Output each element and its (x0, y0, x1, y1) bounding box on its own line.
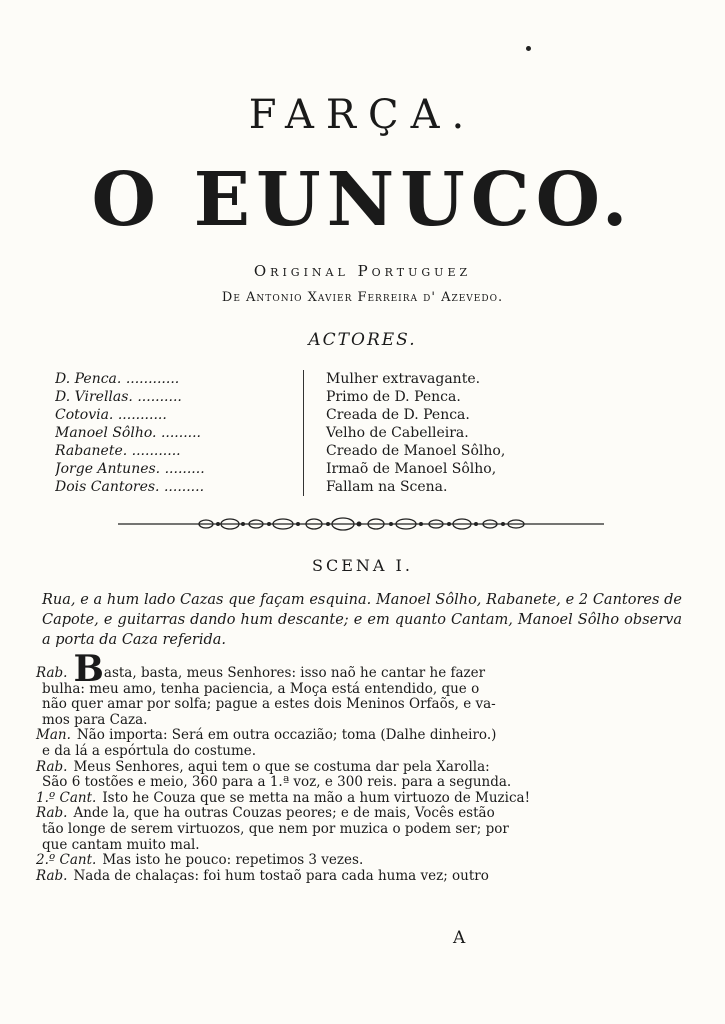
cast-name: Manoel Sôlho. ......... (55, 425, 202, 441)
cast-role: Irmaõ de Manoel Sôlho, (326, 461, 497, 477)
dialogue-line (36, 775, 690, 791)
dialogue-line (36, 806, 690, 822)
scene-heading: SCENA I. (312, 556, 413, 575)
dialogue-text: bulha: meu amo, tenha paciencia, a Moça está entendido, que o (42, 680, 480, 697)
cast-role: Mulher extravagante. (326, 371, 481, 387)
speaker-label: Rab. (36, 867, 68, 884)
cast-row (55, 388, 675, 406)
dialogue-text: não quer amar por solfa; pague a estes dois Meninos Orfaõs, e va- (42, 696, 496, 713)
cast-role: Creado de Manoel Sôlho, (326, 443, 506, 459)
cast-row (55, 424, 675, 442)
cast-list (55, 370, 675, 496)
cast-divider (303, 406, 326, 424)
catchword: A (453, 928, 466, 948)
dialogue-line (36, 869, 690, 885)
cast-row (55, 460, 675, 478)
play-genre-title: FARÇA. (248, 92, 477, 138)
speaker-label: Rab. (36, 805, 68, 822)
subtitle-original: Original Portuguez (253, 262, 472, 280)
dialogue-line (36, 791, 690, 807)
cast-name: Dois Cantores. ......... (55, 479, 205, 495)
ink-spot (526, 46, 531, 51)
decorative-ornament-rule (118, 516, 604, 532)
dialogue-text: tão longe de serem virtuozos, que nem por muzica o podem ser; por (42, 820, 509, 837)
subtitle-author: De Antonio Xavier Ferreira d' Azevedo. (221, 290, 504, 305)
cast-divider (303, 424, 326, 442)
speaker-label: 2.º Cant. (36, 852, 97, 869)
cast-name: D. Penca. ............ (55, 371, 180, 387)
dialogue-line (36, 728, 690, 744)
cast-role: Primo de D. Penca. (326, 389, 461, 405)
speaker-label: 1.º Cant. (36, 789, 97, 806)
play-main-title: O EUNUCO. (91, 157, 634, 243)
dialogue-text: mos para Caza. (42, 711, 148, 728)
cast-row (55, 478, 675, 496)
speaker-label: Rab. (36, 758, 68, 775)
cast-role: Creada de D. Penca. (326, 407, 470, 423)
dialogue-text: Ande la, que ha outras Couzas peores; e de mais, Vocês estão (73, 805, 495, 822)
dialogue-text: asta, basta, meus Senhores: isso naõ he cantar he fazer (103, 665, 486, 681)
cast-name: D. Virellas. .......... (55, 389, 182, 405)
cast-divider (303, 478, 326, 496)
cast-divider (303, 370, 326, 388)
dialogue-text: São 6 tostões e meio, 360 para a 1.ª voz, e 300 reis. para a segunda. (42, 774, 512, 791)
dialogue-text: que cantam muito mal. (42, 836, 200, 853)
dialogue-text: Meus Senhores, aqui tem o que se costuma dar pela Xarolla: (73, 758, 490, 775)
cast-name: Jorge Antunes. ......... (55, 461, 205, 477)
drop-cap: B (73, 648, 104, 690)
dialogue-text: Mas isto he pouco: repetimos 3 vezes. (102, 852, 364, 869)
dialogue-block (36, 648, 690, 884)
dialogue-text: Nada de chalaças: foi hum tostaõ para cada huma vez; outro (73, 867, 489, 884)
dialogue-line (36, 853, 690, 869)
dialogue-line (36, 682, 690, 698)
speaker-label: Rab. (36, 665, 68, 681)
dialogue-text: Isto he Couza que se metta na mão a hum virtuozo de Muzica! (102, 789, 531, 806)
dialogue-line (36, 713, 690, 729)
stage-direction: Rua, e a hum lado Cazas que façam esquina. Manoel Sôlho, Rabanete, e 2 Cantores de Capote, e guitarras dando hum descante; e em quanto Cantam, Manoel Sôlho observa a porta da Caza referida. (42, 592, 682, 648)
cast-row (55, 442, 675, 460)
cast-row (55, 406, 675, 424)
cast-role: Fallam na Scena. (326, 479, 448, 495)
cast-divider (303, 442, 326, 460)
cast-name: Rabanete. ........... (55, 443, 181, 459)
dialogue-text: Não importa: Será em outra occazião; toma (Dalhe dinheiro.) (76, 727, 497, 744)
dialogue-line (36, 822, 690, 838)
cast-name: Cotovia. ........... (55, 407, 167, 423)
dialogue-line (36, 760, 690, 776)
cast-row (55, 370, 675, 388)
speaker-label: Man. (36, 727, 71, 744)
dialogue-line (36, 697, 690, 713)
actors-heading: ACTORES. (308, 330, 417, 350)
dialogue-line (36, 744, 690, 760)
cast-divider (303, 460, 326, 478)
dialogue-line (36, 838, 690, 854)
cast-role: Velho de Cabelleira. (326, 425, 469, 441)
cast-divider (303, 388, 326, 406)
dialogue-text: e da lá a espórtula do costume. (42, 742, 257, 759)
